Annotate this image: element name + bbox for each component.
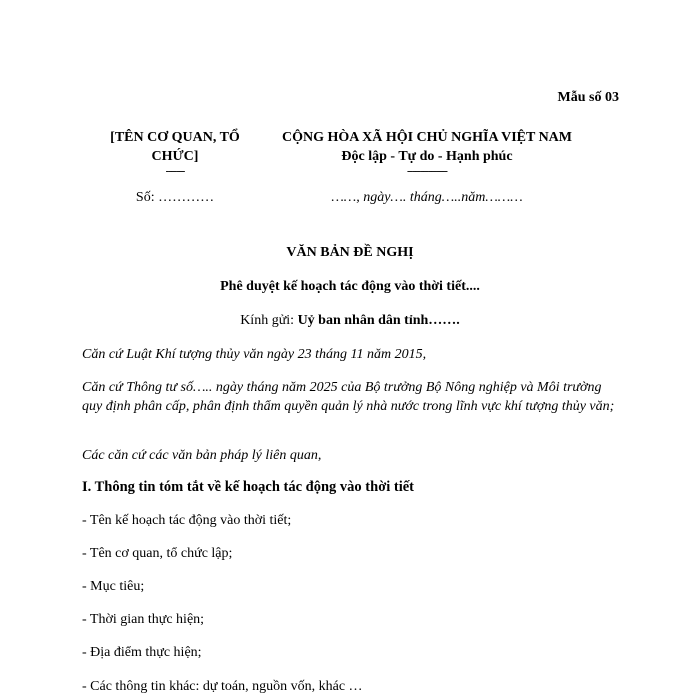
list-item: - Thời gian thực hiện; (82, 612, 205, 627)
legal-basis-2: Căn cứ Thông tư số….. ngày tháng năm 2025 của Bộ trưởng Bộ Nông nghiệp và Môi trường quy định phân cấp, phân định thẩm quyền quản lý nhà nước trong lĩnh vực khí tượng thủy văn; (82, 380, 615, 414)
legal-basis-3: Các căn cứ các văn bản pháp lý liên quan, (82, 448, 322, 463)
document-subtitle: Phê duyệt kế hoạch tác động vào thời tiết.... (220, 279, 480, 294)
list-item: - Địa điểm thực hiện; (82, 645, 202, 660)
legal-basis-1: Căn cứ Luật Khí tượng thủy văn ngày 23 tháng 11 năm 2015, (82, 347, 427, 362)
issue-date: ……, ngày…. tháng…..năm……… (331, 190, 523, 205)
nation-block (262, 128, 592, 207)
form-number: Mẫu số 03 (557, 90, 619, 105)
nation-motto: Độc lập - Tự do - Hạnh phúc (341, 149, 513, 164)
agency-block (95, 128, 255, 207)
document-title: VĂN BẢN ĐỀ NGHỊ (286, 245, 414, 260)
list-item: - Các thông tin khác: dự toán, nguồn vốn, khác … (82, 679, 363, 694)
recipient-label: Kính gửi: (240, 313, 298, 328)
recipient-name: Uỷ ban nhân dân tỉnh……. (297, 313, 460, 328)
recipient-line (0, 313, 700, 329)
nation-divider: --------------- (407, 165, 447, 177)
document-number: Số: ………… (135, 190, 215, 205)
agency-name: [TÊN CƠ QUAN, TỔ CHỨC] (110, 130, 240, 164)
agency-divider: ------- (165, 165, 185, 177)
list-item: - Mục tiêu; (82, 579, 145, 594)
list-item: - Tên cơ quan, tổ chức lập; (82, 546, 233, 561)
section-heading: I. Thông tin tóm tắt về kế hoạch tác động vào thời tiết (82, 479, 415, 495)
nation-name: CỘNG HÒA XÃ HỘI CHỦ NGHĨA VIỆT NAM (281, 130, 572, 145)
list-item: - Tên kế hoạch tác động vào thời tiết; (82, 513, 292, 528)
